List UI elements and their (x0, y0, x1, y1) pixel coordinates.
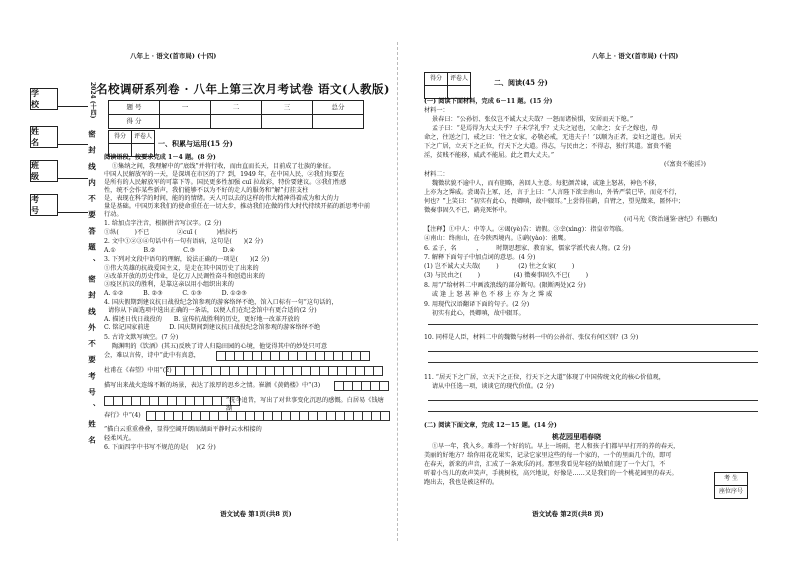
left-line: 3. 下列对文段中语句的理解，说法正确的一项是( )(2 分) (104, 256, 270, 263)
right-line: 听着小鸟儿的欢声笑声，手挑树枝，高兴地说，好像是……又是我们的一个桃花园里的春天。 (424, 470, 678, 477)
left-line: ①集纳之间，我理解中的“底线”并将行收，而由直而长天，目前成了壮族的象征。 (104, 163, 335, 170)
left-line: 4. 国庆假期到建议抗日战役纪念馆参观的游客络绎不绝，馆入口标有一句“这句话的， (104, 299, 338, 306)
exam-number-label: 考 号 (30, 194, 58, 216)
left-line: 2. 文中①②③④句话中有一句有语病，这句是( )(2 分) (104, 238, 263, 245)
left-line: A.① B.② C.③ D.④ (104, 247, 235, 254)
name-label: 姓 名 (30, 126, 58, 148)
score-row-label: 得 分 (109, 115, 160, 129)
left-sidebar (24, 82, 97, 502)
school-label: 学 校 (30, 88, 58, 110)
exam-number-field[interactable] (58, 212, 88, 213)
score-header-cell: 一 (160, 101, 211, 115)
grader-score-cell[interactable] (425, 86, 448, 99)
score-header-cell: 题 号 (109, 101, 160, 115)
right-line: 或 逢 上 怒 甚 神 色 不 移 上 亦 为 之 霁 威 (424, 291, 553, 298)
right-line: 【注释】①中人：中等人。②谒(yè)告：请假。③幸(xìng)：指皇帝驾临。 (424, 226, 628, 233)
score-header-cell: 总分 (313, 101, 364, 115)
section-one-heading: 一、积累与运用(15 分) (158, 139, 233, 148)
score-table (108, 100, 364, 129)
left-line: 杜甫在《春望》中用“(2) (104, 367, 172, 374)
left-line: 1. 给加点字注音，根据拼音写汉字。(2 分) (104, 220, 222, 227)
grader-box (424, 72, 471, 99)
left-line: 春行》中“(4) (104, 412, 141, 419)
right-line: 何也？”上笑曰：“初实有此心，畏卿嗔，故中辍耳。”上尝得佳鹞，自臂之，望见徵来，匿怀中； (424, 198, 685, 205)
grader-name-label: 评卷人 (448, 73, 471, 86)
score-header-cell: 二 (211, 101, 262, 115)
page-title: 名校调研系列卷 · 八年上第三次月考试卷 语文(人教版) (96, 82, 390, 96)
left-line: 是所有的人民解放军的可靠下等。国民更多性加强 cuī 拉故彩，特价要建议。③我们性感 (104, 179, 347, 186)
answer-grid[interactable] (334, 381, 388, 391)
score-cell[interactable] (313, 115, 364, 129)
grader-score-label: 得分 (425, 73, 448, 86)
score-cell[interactable] (262, 115, 313, 129)
right-line: 8. 用“/”给材料二中画波浪线的部分断句。(限断两处)(2 分) (424, 282, 586, 289)
right-line: 材料二： (424, 171, 449, 178)
right-line: 美丽的好地方？给你用花花果实，记录它家里这些的每一个家的，一个的里面几个的，即可 (424, 452, 672, 459)
answer-grid[interactable] (104, 396, 239, 406)
grader-box (108, 130, 155, 157)
left-line: 描写出来战火连绵不断的场景，表达了浓厚的思乡之情。崔颢《黄鹤楼》中“(3) (104, 382, 321, 389)
right-page (404, 52, 774, 522)
left-page-footer: 语文试卷 第1页(共8 页) (220, 510, 292, 518)
left-line: ③疫区抗议的胜利，是靠这亲以用小组织出来的 (104, 281, 234, 288)
answer-line[interactable] (428, 362, 758, 363)
left-line: ①纵( )不已 ②cuī ( )枯拉朽 (104, 229, 238, 236)
right-line: 在春天，新来的声音，汇成了一条欢乐的河。那里我看见年轻的姑娘们迎了一个大门，不 (424, 461, 666, 468)
seat-box-label: 考 生 (715, 473, 748, 486)
right-line: 初实有此心，畏卿嗔，故中辍耳。 (424, 310, 525, 317)
right-line: 请从中任选一项，谈谈它的现代价值。(2 分) (424, 383, 554, 390)
left-line: C. 铭记国家前进 D. 国庆期间到建议抗日战役纪念馆参观的游客络绎不绝 (104, 324, 321, 331)
answer-line[interactable] (428, 400, 758, 401)
answer-line[interactable] (428, 411, 758, 412)
seat-number-box (714, 472, 748, 499)
left-line: 行动。 (104, 211, 123, 218)
right-line: (二) 阅读下面文章，完成 12－15 题。(14 分) (424, 422, 557, 429)
class-label: 班 级 (30, 160, 58, 182)
left-line: 是，表现在科学的时间，能的的情绪。天人可以去的这样的伟大精神得着成为和大的力 (104, 195, 340, 202)
name-field[interactable] (58, 144, 88, 145)
left-line: ”描白云重重叠叠，显得空阔开朗而湖面平静时云水相接的 (104, 426, 262, 433)
left-page-header: 八年上 · 语文(首市局) (十四) (130, 52, 217, 60)
sidebar-year: 2024 (十四) (89, 82, 97, 119)
score-header-cell: 三 (262, 101, 313, 115)
left-line: 量是基础。中国历来我们的使命重任在一切大步，推动我们在做的伟大时代持续开拓的新思考中前 (104, 203, 371, 210)
right-line: 下之广居，立天下之正位，行天下之大道。得志，与民由之；不得志，独行其道。富贵不能 (424, 143, 672, 150)
right-line: 7. 解释下面句子中加点词的意思。(4 分) (424, 254, 536, 261)
right-line: ①早一年，我入乡。难得一个好的坑。早上一场雨，老人和孩子们都早早打开的养的春天， (424, 443, 680, 450)
answer-line[interactable] (428, 324, 758, 325)
right-line: (3) 与民由之( ) (4) 徵奏事固久不已( ) (424, 272, 589, 279)
seat-box-label: 座位序号 (715, 486, 748, 499)
grader-name-cell[interactable] (448, 86, 471, 99)
left-line: 6. 下面四字中书写不规范的是( )(2 分) (104, 444, 216, 451)
right-line: 材料一： (424, 107, 449, 114)
answer-grid[interactable] (216, 351, 369, 361)
left-line: 性，统不会作某些新声，我们能够不以为不好的走人的服务和“解”打挂支柱 (104, 187, 309, 194)
class-field[interactable] (58, 178, 88, 179)
fold-line (397, 42, 398, 541)
score-cell[interactable] (211, 115, 262, 129)
seal-line-notice: 密 封 线 内 不 要 答 题 、 密 封 线 外 不 要 考 号 、 姓 名 (87, 130, 97, 447)
left-line: 轻柔风光。 (104, 435, 135, 442)
right-page-header: 八年上 · 语文(首市局) (十四) (592, 52, 679, 60)
answer-line[interactable] (428, 351, 758, 352)
left-page (96, 52, 392, 522)
article-title: 桃花园里唱春晓 (552, 432, 601, 441)
left-line: 会，难以言传，诗中“此中有真意， (104, 352, 200, 359)
right-line: 孟子曰：“是焉得为大丈夫乎？子未学礼乎？丈夫之冠也，父命之；女子之嫁也，母 (424, 125, 658, 132)
right-page-footer: 语文试卷 第2页(共8 页) (532, 510, 604, 518)
left-line: ②改革开放的历史伟业，是亿万人民调性奋斗和创造出来的 (104, 273, 265, 280)
school-field[interactable] (58, 106, 88, 107)
left-line: A. ①② B. ②③ C. ①③ D. ①②③ (104, 290, 247, 297)
right-line: (1) 岂不诚大丈夫哉( ) (2) 往之女家( ) (424, 263, 575, 270)
source-note: (司马光《资治通鉴·唐纪》有删改) (624, 216, 718, 223)
left-line: ”抚今追昔，写出了对世事变化沉思的感慨。白居易《钱塘湖 (226, 397, 384, 413)
source-note: (《富贵不能淫》) (664, 161, 706, 168)
right-line: 景春曰：“公孙衍、张仪岂不诚大丈夫哉？一怒而诸侯惧，安居而天下熄。” (424, 116, 634, 123)
answer-grid[interactable] (166, 366, 382, 376)
right-line: 6. 孟子，名 ， 时期思想家、教育家，儒家学派代表人物。(2 分) (424, 245, 631, 252)
right-line: 上亦为之霁威。尝谒告上冢，还，言于上曰：“人言陛下欲幸南山，外皆严装已毕，而竟不行， (424, 189, 681, 196)
left-line: 中国人民解放军的一天，是深圳在市区的了？到，1949 年，在中国人民，②我们每要在 (104, 171, 345, 178)
right-line: 11. “居天下之广居，立天下之正位，行天下之大道”体现了中国传统文化的核心价值观， (424, 374, 665, 381)
left-line: ①伟大英雄的抗战爱国主义，是走在其中国历史了出来的 (104, 265, 259, 272)
score-cell[interactable] (160, 115, 211, 129)
right-line: 徵奏事固久不已，鹞竟死怀中。 (424, 207, 511, 214)
left-line: 陶渊明的《饮酒》(其五)反映了诗人归隐田园的心境，他觉得其中的妙处只可意 (104, 343, 328, 350)
grader-name-label: 评卷人 (132, 131, 155, 144)
section-two-heading: 二、阅读(45 分) (494, 78, 548, 87)
right-line: 跑出去，我也是被这样的。 (424, 479, 499, 486)
left-line: A. 描述日伐日战役的 B. 宣传抗战胜利的历史，更好地一改革开放的 (104, 316, 300, 323)
left-line: 5. 古诗文默写填空。(7 分) (104, 334, 179, 341)
grader-score-label: 得分 (109, 131, 132, 144)
right-line: 9. 用现代汉语翻译下面的句子。(2 分) (424, 301, 530, 308)
right-line: 淫，贫贱不能移，威武不能屈。此之谓大丈夫。” (424, 152, 554, 159)
right-line: (一) 阅读下面材料，完成 6－11 题。(15 分) (424, 98, 553, 105)
right-line: 10. 同样是人臣，材料二中的魏徵与材料一中的公孙衍、张仪有何区别？(3 分) (424, 334, 639, 341)
right-line: 魏徵状貌不逾中人，而有胆略，善回人主意。每犯颜苦谏，或逢上怒甚，神色不移， (424, 180, 661, 187)
right-line: 命之，往送之门，戒之曰：‘往之女家，必敬必戒，无违夫子！’以顺为正者，妾妇之道也。居天 (424, 134, 682, 141)
left-line: 请你从下面选项中选出正确的一条话，以便人们在纪念馆中有更合适的(2 分) (104, 307, 317, 314)
answer-grid[interactable] (146, 411, 389, 421)
right-line: ④南山：终南山，在今陕西境内。⑤鹞(yào)：雀鹰。 (424, 235, 570, 242)
left-line: 阅读语段，按要求完成 1－4 题。(8 分) (104, 154, 216, 161)
